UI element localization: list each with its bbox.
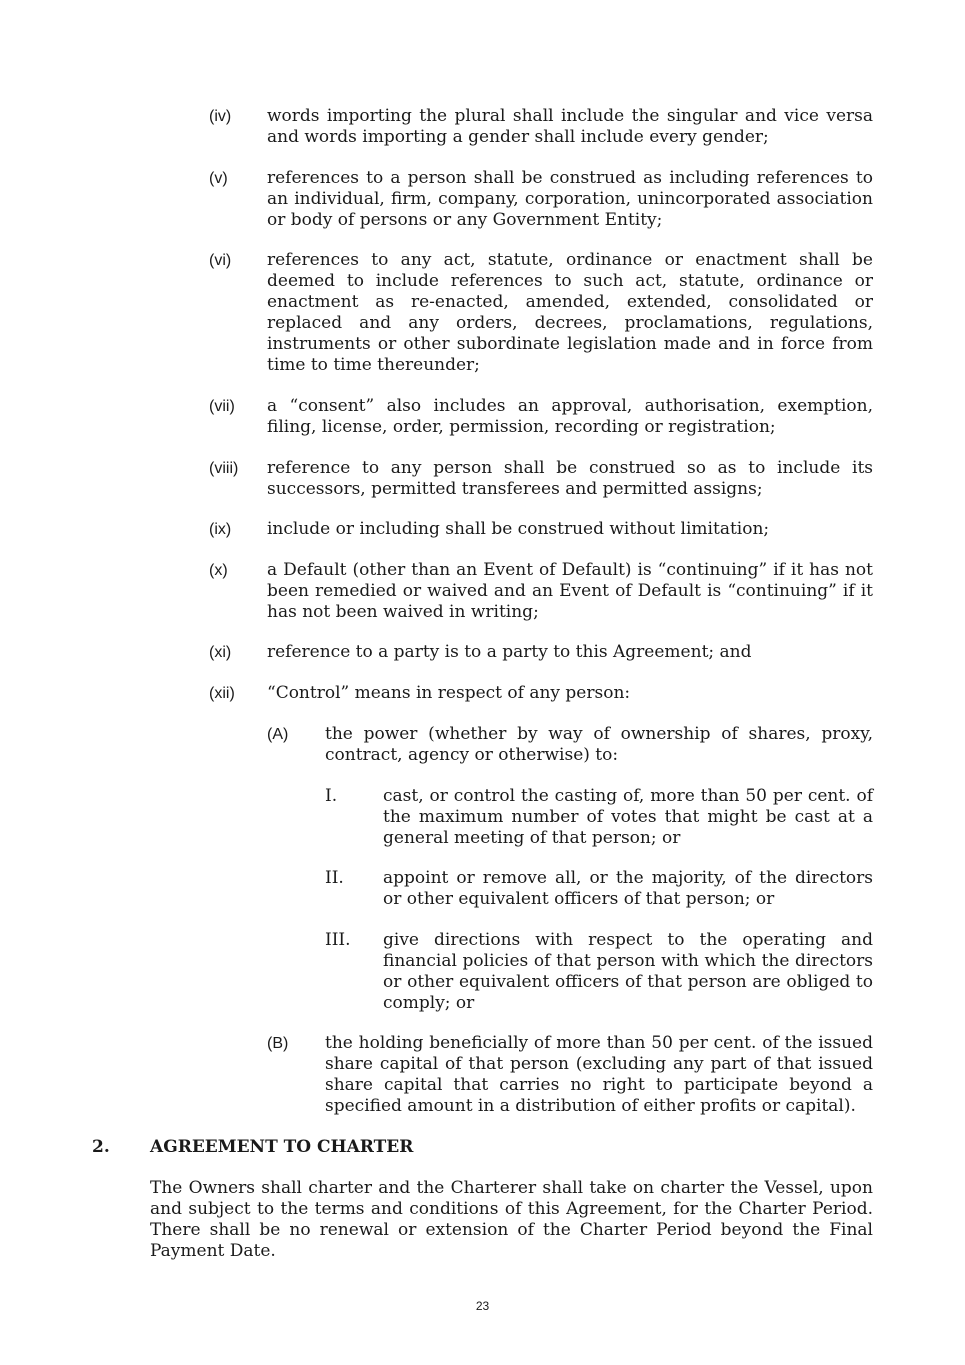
clause-label: (viii) [209, 460, 239, 477]
section-number: 2. [92, 1137, 110, 1157]
clause-text: reference to a party is to a party to this Agreement; and [267, 642, 752, 662]
page-number: 23 [475, 1299, 490, 1313]
clause-text: references to a person shall be construed as including references to an individual, firm, company, corporation, unincorporated association or body of persons or any Government Entity; [267, 168, 873, 230]
clause-text: words importing the plural shall include the singular and vice versa and words importing a gender shall include every gender; [267, 106, 873, 147]
clause-text: reference to any person shall be construed so as to include its successors, permitted transferees and permitted assigns; [267, 458, 873, 499]
control-label: (B) [267, 1035, 289, 1052]
clause-label: (xii) [209, 685, 235, 702]
clause-text: “Control” means in respect of any person: [267, 683, 631, 703]
control-text: the holding beneficially of more than 50 per cent. of the issued share capital of that person (excluding any part of that issued share capital that carries no right to participate beyond a specified amount in a distribution of either profits or capital). [325, 1033, 873, 1116]
control-sub-label: I. [325, 786, 338, 806]
control-label: (A) [267, 726, 289, 743]
clause-label: (x) [209, 562, 228, 579]
control-sub-label: III. [325, 930, 351, 950]
clause-label: (vii) [209, 398, 235, 415]
clause-text: a Default (other than an Event of Default) is “continuing” if it has not been remedied or waived and an Event of Default is “continuing” if it has not been waived in writing; [267, 560, 873, 622]
clause-label: (ix) [209, 521, 232, 538]
clause-text: a “consent” also includes an approval, authorisation, exemption, filing, license, order, permission, recording or registration; [267, 396, 873, 437]
control-sub-text: give directions with respect to the operating and financial policies of that person with which the directors or other equivalent officers of that person are obliged to comply; or [383, 930, 873, 1013]
section-title: AGREEMENT TO CHARTER [150, 1137, 414, 1157]
clause-text: references to any act, statute, ordinance or enactment shall be deemed to include references to such act, statute, ordinance or enactment as re-enacted, amended, extended, consolidated or replaced and any orders, decrees, proclamations, regulations, instruments or other subordinate legislation made and in force from time to time thereunder; [267, 250, 873, 375]
control-sub-text: appoint or remove all, or the majority, of the directors or other equivalent officers of that person; or [383, 868, 873, 909]
clause-label: (iv) [209, 108, 232, 125]
clause-label: (v) [209, 170, 228, 187]
control-sub-label: II. [325, 868, 344, 888]
control-text: the power (whether by way of ownership of shares, proxy, contract, agency or otherwise) to: [325, 724, 873, 765]
clause-label: (xi) [209, 644, 232, 661]
section-body: The Owners shall charter and the Charterer shall take on charter the Vessel, upon and subject to the terms and conditions of this Agreement, for the Charter Period. There shall be no renewal or extension of the Charter Period beyond the Final Payment Date. [150, 1178, 873, 1261]
clause-text: include or including shall be construed without limitation; [267, 519, 770, 539]
clause-label: (vi) [209, 252, 232, 269]
control-sub-text: cast, or control the casting of, more than 50 per cent. of the maximum number of votes that might be cast at a general meeting of that person; or [383, 786, 873, 848]
